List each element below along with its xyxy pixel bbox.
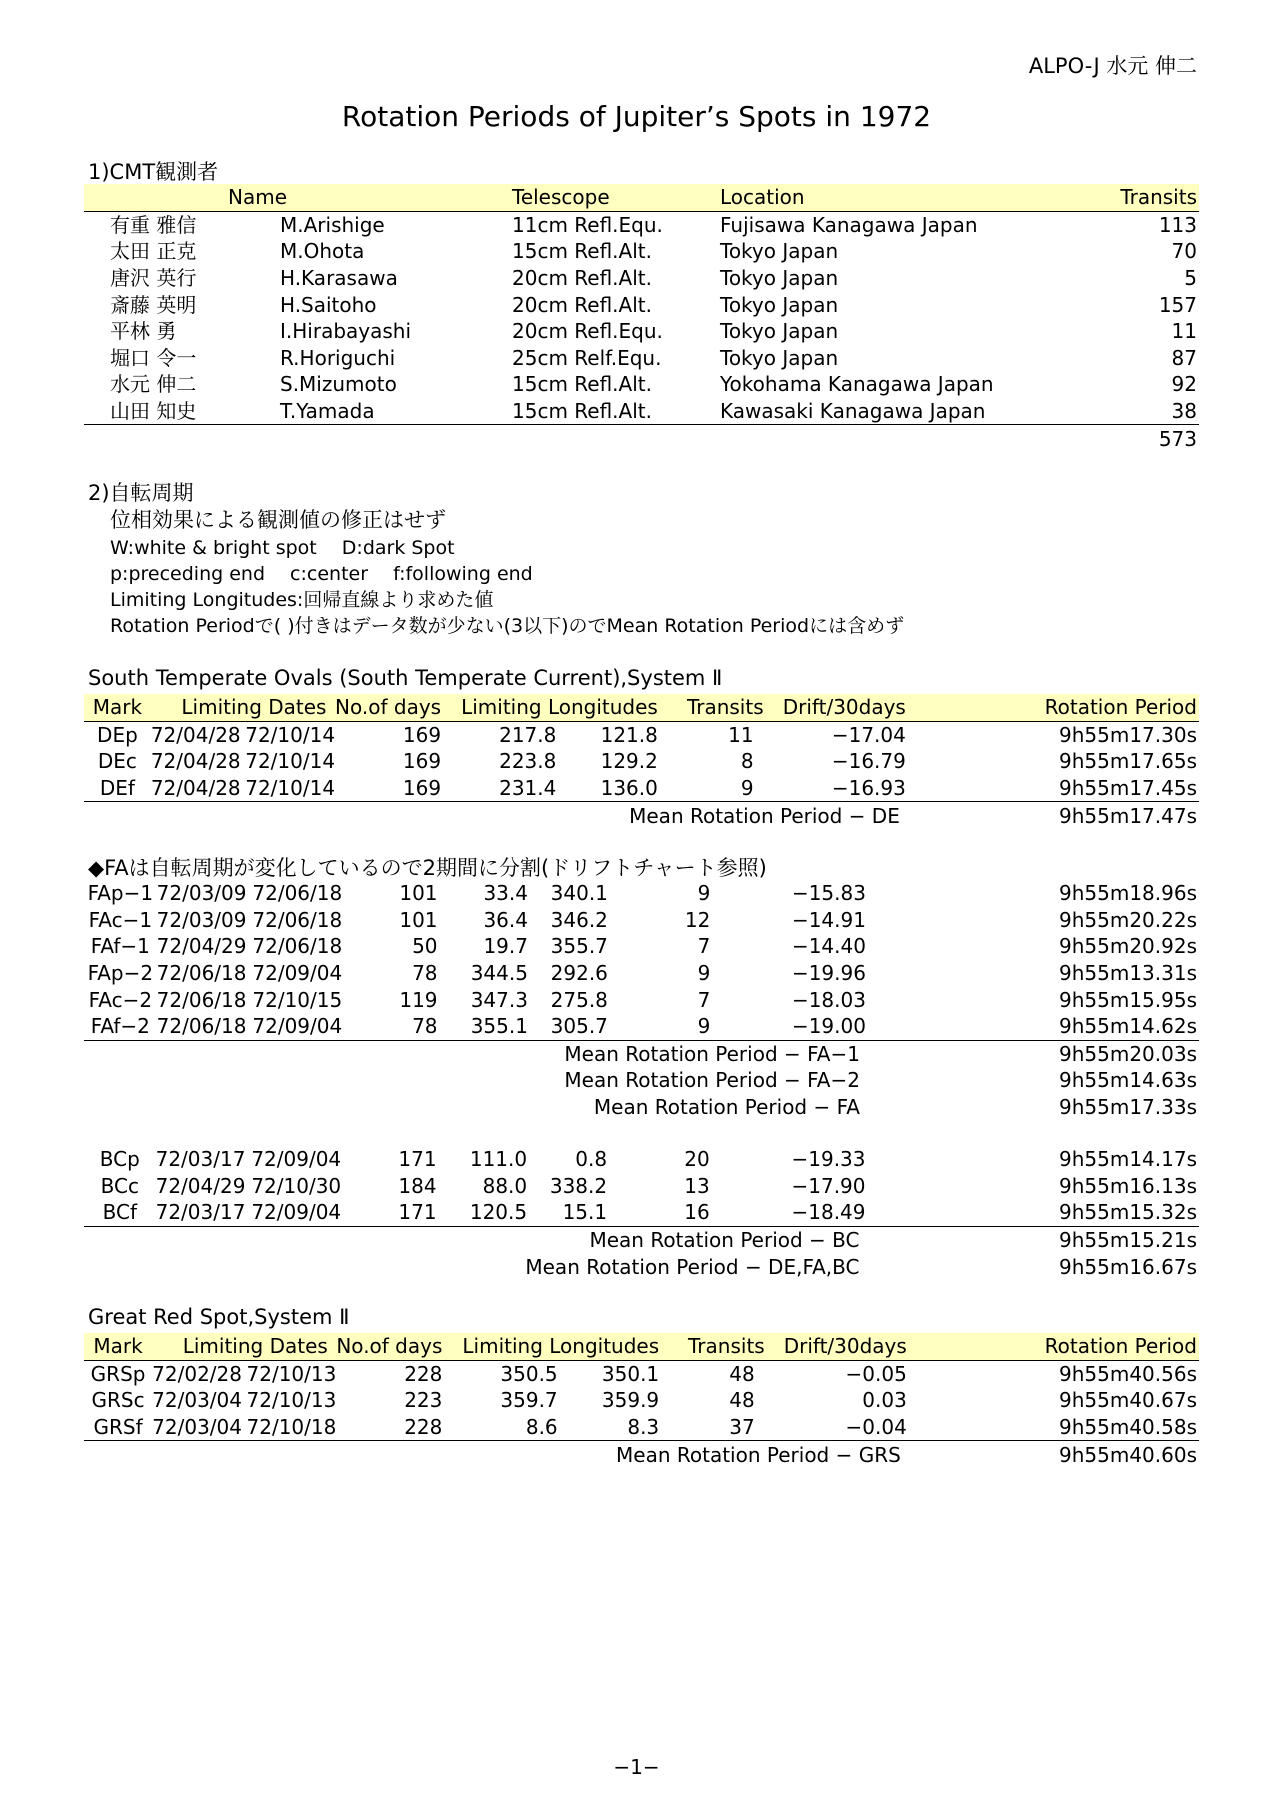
drift-30days: −17.04 bbox=[831, 722, 906, 747]
start-date: 72/03/04 bbox=[152, 1388, 242, 1413]
observer-name-en: I.Hirabayashi bbox=[280, 319, 412, 344]
longitude-end: 355.7 bbox=[550, 934, 608, 959]
observer-name-en: H.Saitoho bbox=[280, 292, 377, 317]
observer-telescope: 15cm Refl.Alt. bbox=[512, 372, 652, 397]
end-date: 72/10/14 bbox=[245, 749, 336, 774]
spot-row bbox=[84, 933, 1199, 960]
rotation-period: 9h55m17.30s bbox=[1058, 722, 1197, 747]
drift-30days: −17.90 bbox=[791, 1173, 866, 1198]
num-days: 169 bbox=[402, 749, 442, 774]
mean-value: 9h55m14.63s bbox=[1058, 1068, 1197, 1093]
observer-telescope: 20cm Refl.Alt. bbox=[512, 292, 652, 317]
observer-row bbox=[84, 291, 1199, 318]
longitude-end: 338.2 bbox=[549, 1173, 608, 1198]
observer-location: Yokohama Kanagawa Japan bbox=[720, 372, 994, 397]
observer-telescope: 15cm Refl.Alt. bbox=[512, 398, 720, 425]
rotation-period: 9h55m15.32s bbox=[866, 1199, 1200, 1226]
mean-value: 9h55m20.03s bbox=[1058, 1041, 1197, 1066]
observer-location: Tokyo Japan bbox=[720, 292, 839, 317]
num-days: 171 bbox=[341, 1199, 436, 1226]
longitude-start: 19.7 bbox=[483, 934, 528, 959]
transits: 48 bbox=[729, 1361, 755, 1386]
spot-mark: FAc−1 bbox=[88, 907, 153, 932]
observer-row bbox=[84, 371, 1199, 398]
drift-30days: −16.79 bbox=[831, 749, 906, 774]
spot-row bbox=[84, 960, 1199, 987]
mean-value: 9h55m15.21s bbox=[1058, 1228, 1197, 1253]
rotation-period: 9h55m14.62s bbox=[866, 1013, 1199, 1040]
drift-30days: −0.05 bbox=[845, 1361, 907, 1386]
note-rotation-period: Rotation Periodで( )付きはデータ数が少ない(3以下)のでMean Rotation Periodには含めず bbox=[110, 615, 905, 637]
observer-telescope: 25cm Relf.Equ. bbox=[512, 345, 662, 370]
end-date: 72/10/14 bbox=[245, 722, 336, 747]
observer-transits: 92 bbox=[1171, 372, 1197, 397]
observer-name-jp: 斎藤 英明 bbox=[110, 292, 197, 317]
start-date: 72/06/18 bbox=[156, 1014, 247, 1039]
observer-name-en: M.Ohota bbox=[280, 239, 365, 264]
header-location: Location bbox=[720, 184, 1060, 211]
spot-mark: FAc−2 bbox=[88, 987, 153, 1012]
header-mark: Mark bbox=[84, 694, 151, 721]
mean-label: Mean Rotation Period − DE,FA,BC bbox=[525, 1254, 860, 1279]
spot-row bbox=[84, 1013, 1199, 1040]
start-date: 72/04/29 bbox=[156, 934, 247, 959]
longitude-start: 36.4 bbox=[483, 907, 528, 932]
transits: 48 bbox=[729, 1388, 755, 1413]
longitude-end: 350.1 bbox=[601, 1361, 660, 1386]
header-drift: Drift/30days bbox=[765, 1333, 907, 1360]
longitude-start: 344.5 bbox=[470, 961, 528, 986]
observer-name-en: S.Mizumoto bbox=[280, 372, 397, 397]
longitude-end: 0.8 bbox=[575, 1147, 608, 1172]
transits: 12 bbox=[684, 907, 711, 932]
grs-table bbox=[84, 1333, 1199, 1468]
num-days: 184 bbox=[398, 1173, 437, 1198]
drift-30days: −15.83 bbox=[791, 881, 866, 906]
total-row bbox=[84, 425, 1199, 452]
observer-name-jp: 堀口 令一 bbox=[110, 345, 197, 370]
observer-name-en: H.Karasawa bbox=[280, 266, 398, 291]
mean-row bbox=[84, 1253, 1199, 1280]
spot-mark: FAp−1 bbox=[87, 881, 154, 906]
mean-row bbox=[84, 1040, 1199, 1067]
num-days: 223 bbox=[404, 1388, 443, 1413]
rotation-period: 9h55m16.13s bbox=[1058, 1173, 1197, 1198]
rotation-period: 9h55m14.17s bbox=[1058, 1147, 1197, 1172]
end-date: 72/10/14 bbox=[241, 775, 335, 802]
page-title: Rotation Periods of Jupiter’s Spots in 1972 bbox=[341, 100, 932, 133]
mean-label: Mean Rotation Period − FA bbox=[593, 1095, 860, 1120]
observer-name-jp: 太田 正克 bbox=[110, 239, 197, 264]
longitude-end: 359.9 bbox=[601, 1388, 660, 1413]
spot-row bbox=[84, 721, 1199, 748]
mean-row bbox=[84, 1094, 1199, 1121]
drift-30days: −16.93 bbox=[764, 775, 906, 802]
num-days: 101 bbox=[399, 881, 438, 906]
spot-row bbox=[84, 907, 1199, 934]
longitude-end: 136.0 bbox=[556, 775, 658, 802]
observers-table bbox=[84, 184, 1199, 452]
end-date: 72/06/18 bbox=[252, 934, 343, 959]
start-date: 72/04/28 bbox=[150, 722, 241, 747]
page-number: −1− bbox=[613, 1755, 660, 1779]
observer-name-jp: 唐沢 英行 bbox=[110, 266, 197, 291]
header-num-days: No.of days bbox=[336, 1334, 443, 1359]
num-days: 101 bbox=[399, 907, 438, 932]
rotation-period: 9h55m13.31s bbox=[1058, 961, 1197, 986]
transits: 11 bbox=[728, 722, 754, 747]
num-days: 50 bbox=[412, 934, 438, 959]
longitude-end: 292.6 bbox=[550, 961, 608, 986]
rotation-period: 9h55m40.58s bbox=[907, 1414, 1199, 1441]
longitude-start: 33.4 bbox=[483, 881, 528, 906]
end-date: 72/09/04 bbox=[251, 1147, 342, 1172]
drift-30days: −14.40 bbox=[791, 934, 866, 959]
observer-location: Tokyo Japan bbox=[720, 319, 839, 344]
header-mark: Mark bbox=[84, 1333, 152, 1360]
observer-transits: 157 bbox=[1158, 292, 1197, 317]
num-days: 78 bbox=[412, 961, 438, 986]
start-date: 72/04/29 bbox=[155, 1173, 246, 1198]
observer-transits: 5 bbox=[1184, 266, 1197, 291]
mean-value: 9h55m17.47s bbox=[1058, 803, 1197, 828]
note-p-c-f: p:preceding end c:center f:following end bbox=[110, 563, 533, 585]
start-date: 72/03/09 bbox=[156, 881, 247, 906]
transits: 9 bbox=[608, 1013, 720, 1040]
spot-mark: GRSc bbox=[91, 1388, 145, 1413]
spot-mark: FAf−2 bbox=[84, 1013, 157, 1040]
note-limiting-longitudes: Limiting Longitudes:回帰直線より求めた値 bbox=[110, 589, 494, 611]
observer-telescope: 11cm Refl.Equ. bbox=[512, 212, 663, 237]
spacer-cell bbox=[84, 371, 110, 398]
transits: 9 bbox=[697, 961, 711, 986]
spacer-cell bbox=[84, 425, 110, 452]
observer-telescope: 15cm Refl.Alt. bbox=[512, 239, 652, 264]
start-date: 72/06/18 bbox=[156, 961, 247, 986]
observers-header-row bbox=[84, 184, 1199, 211]
spot-mark: GRSf bbox=[84, 1414, 152, 1441]
header-transits: Transits bbox=[659, 1333, 765, 1360]
spot-mark: DEp bbox=[97, 722, 138, 747]
rotation-period: 9h55m40.67s bbox=[1058, 1388, 1197, 1413]
spacer-cell bbox=[84, 211, 110, 238]
spot-mark: FAp−2 bbox=[87, 961, 154, 986]
observer-name-en: M.Arishige bbox=[280, 212, 385, 237]
observer-location: Tokyo Japan bbox=[720, 345, 839, 370]
end-date: 72/06/18 bbox=[252, 907, 343, 932]
num-days: 169 bbox=[335, 775, 441, 802]
observer-name-en: T.Yamada bbox=[280, 398, 512, 425]
note-phase: 位相効果による観測値の修正はせず bbox=[110, 508, 446, 532]
drift-30days: −14.91 bbox=[791, 907, 866, 932]
header-transits: Transits bbox=[1060, 184, 1199, 211]
spot-row bbox=[84, 1173, 1199, 1200]
longitude-start: 355.1 bbox=[438, 1013, 528, 1040]
grs-heading: Great Red Spot,System Ⅱ bbox=[88, 1305, 350, 1329]
observer-telescope: 20cm Refl.Alt. bbox=[512, 266, 652, 291]
start-date: 72/03/17 bbox=[155, 1147, 246, 1172]
spot-mark: GRSp bbox=[90, 1361, 146, 1386]
end-date: 72/09/04 bbox=[245, 1199, 341, 1226]
drift-30days: −18.49 bbox=[720, 1199, 866, 1226]
spot-mark: DEf bbox=[84, 775, 151, 802]
observer-row bbox=[84, 345, 1199, 372]
drift-30days: −19.33 bbox=[791, 1147, 866, 1172]
transits: 7 bbox=[697, 987, 711, 1012]
spacer-cell bbox=[280, 425, 512, 452]
mean-row bbox=[84, 1441, 1199, 1468]
observer-row bbox=[84, 318, 1199, 345]
rotation-period: 9h55m17.65s bbox=[1058, 749, 1197, 774]
fa-table bbox=[84, 880, 1199, 1120]
rotation-period: 9h55m15.95s bbox=[1058, 987, 1197, 1012]
column-header-row bbox=[84, 694, 1199, 721]
header-rotation-period: Rotation Period bbox=[907, 1333, 1199, 1360]
observer-name-en: R.Horiguchi bbox=[280, 345, 396, 370]
spacer-cell bbox=[720, 425, 1060, 452]
spacer-cell bbox=[512, 425, 720, 452]
transits: 16 bbox=[607, 1199, 720, 1226]
spacer-cell bbox=[84, 291, 110, 318]
end-date: 72/09/04 bbox=[246, 1013, 342, 1040]
end-date: 72/10/13 bbox=[246, 1388, 337, 1413]
spacer-cell bbox=[84, 318, 110, 345]
longitude-end: 340.1 bbox=[550, 881, 608, 906]
note-w-d: W:white & bright spot D:dark Spot bbox=[110, 537, 455, 559]
observer-row bbox=[84, 398, 1199, 425]
observer-row bbox=[84, 238, 1199, 265]
spot-row bbox=[84, 748, 1199, 775]
transits-total: 573 bbox=[1158, 426, 1197, 451]
transits: 13 bbox=[684, 1173, 710, 1198]
end-date: 72/06/18 bbox=[252, 881, 343, 906]
header-limiting-dates: Limiting Dates bbox=[152, 1333, 336, 1360]
mean-label: Mean Rotation Period − FA−1 bbox=[564, 1041, 860, 1066]
spot-row bbox=[84, 1414, 1199, 1441]
observer-row bbox=[84, 265, 1199, 292]
start-date: 72/02/28 bbox=[152, 1361, 242, 1386]
mean-row bbox=[84, 1067, 1199, 1094]
longitude-end: 129.2 bbox=[600, 749, 658, 774]
longitude-start: 111.0 bbox=[469, 1147, 528, 1172]
num-days: 228 bbox=[336, 1414, 442, 1441]
longitude-end: 8.3 bbox=[558, 1414, 660, 1441]
longitude-end: 121.8 bbox=[600, 722, 658, 747]
longitude-start: 223.8 bbox=[499, 749, 557, 774]
observer-transits: 70 bbox=[1171, 239, 1197, 264]
author-name: ALPO-J 水元 伸二 bbox=[1028, 54, 1197, 78]
num-days: 228 bbox=[404, 1361, 443, 1386]
spot-mark: FAf−1 bbox=[90, 934, 150, 959]
start-date: 72/03/04 bbox=[152, 1415, 242, 1440]
transits: 20 bbox=[684, 1147, 710, 1172]
longitude-start: 231.4 bbox=[441, 775, 556, 802]
spacer-cell bbox=[84, 398, 110, 425]
drift-30days: 0.03 bbox=[862, 1388, 907, 1413]
header-transits: Transits bbox=[658, 694, 764, 721]
observer-name-jp: 山田 知史 bbox=[110, 398, 280, 425]
spot-row bbox=[84, 880, 1199, 907]
num-days: 78 bbox=[342, 1013, 437, 1040]
end-date: 72/10/30 bbox=[251, 1173, 342, 1198]
observer-telescope: 20cm Refl.Equ. bbox=[512, 319, 663, 344]
end-date: 72/10/15 bbox=[252, 987, 343, 1012]
header-limiting-dates: Limiting Dates bbox=[151, 694, 335, 721]
mean-row bbox=[84, 1226, 1199, 1253]
spot-mark: BCf bbox=[84, 1199, 156, 1226]
end-date: 72/10/18 bbox=[242, 1414, 336, 1441]
transits: 9 bbox=[658, 775, 764, 802]
header-limiting-longitudes: Limiting Longitudes bbox=[441, 694, 658, 721]
mean-value: 9h55m16.67s bbox=[1058, 1254, 1197, 1279]
num-days: 169 bbox=[402, 722, 442, 747]
bc-table bbox=[84, 1146, 1199, 1280]
observer-location: Fujisawa Kanagawa Japan bbox=[720, 212, 978, 237]
header-limiting-longitudes: Limiting Longitudes bbox=[442, 1333, 659, 1360]
spacer-cell bbox=[110, 425, 280, 452]
observer-transits: 113 bbox=[1158, 212, 1197, 237]
rotation-period: 9h55m18.96s bbox=[1058, 881, 1197, 906]
header-rotation-period: Rotation Period bbox=[906, 694, 1199, 721]
mean-value: 9h55m17.33s bbox=[1058, 1095, 1197, 1120]
sto-table bbox=[84, 694, 1199, 829]
longitude-start: 217.8 bbox=[499, 722, 557, 747]
mean-label: Mean Rotation Period − DE bbox=[629, 803, 900, 828]
longitude-end: 275.8 bbox=[550, 987, 608, 1012]
observer-location: Tokyo Japan bbox=[720, 239, 839, 264]
observer-location: Tokyo Japan bbox=[720, 266, 839, 291]
rotation-period: 9h55m20.92s bbox=[1058, 934, 1197, 959]
longitude-start: 350.5 bbox=[500, 1361, 558, 1386]
observer-name-jp: 水元 伸二 bbox=[110, 372, 197, 397]
spot-row bbox=[84, 986, 1199, 1013]
transits: 37 bbox=[659, 1414, 765, 1441]
spot-mark: BCc bbox=[100, 1173, 139, 1198]
mean-label: Mean Rotation Period − BC bbox=[589, 1228, 860, 1253]
longitude-start: 359.7 bbox=[500, 1388, 558, 1413]
spot-row bbox=[84, 1360, 1199, 1387]
longitude-start: 347.3 bbox=[470, 987, 528, 1012]
fa-heading: ◆FAは自転周期が変化しているので2期間に分割(ドリフトチャート参照) bbox=[88, 856, 767, 880]
num-days: 171 bbox=[398, 1147, 437, 1172]
spacer-cell bbox=[84, 265, 110, 292]
start-date: 72/04/28 bbox=[150, 776, 241, 801]
spot-row bbox=[84, 1387, 1199, 1414]
transits: 8 bbox=[740, 749, 754, 774]
header-drift: Drift/30days bbox=[764, 694, 906, 721]
longitude-start: 120.5 bbox=[437, 1199, 528, 1226]
header-telescope: Telescope bbox=[512, 184, 720, 211]
longitude-end: 305.7 bbox=[528, 1013, 608, 1040]
transits: 9 bbox=[697, 881, 711, 906]
longitude-start: 88.0 bbox=[482, 1173, 528, 1198]
observer-transits: 11 bbox=[1171, 319, 1197, 344]
header-name: Name bbox=[110, 184, 512, 211]
spot-mark: BCp bbox=[99, 1147, 140, 1172]
column-header-row bbox=[84, 1333, 1199, 1360]
start-date: 72/03/17 bbox=[155, 1200, 246, 1225]
num-days: 119 bbox=[399, 987, 438, 1012]
mean-label: Mean Rotation Period − FA−2 bbox=[564, 1068, 860, 1093]
end-date: 72/09/04 bbox=[252, 961, 343, 986]
mean-row bbox=[84, 802, 1199, 829]
end-date: 72/10/13 bbox=[246, 1361, 337, 1386]
observer-transits: 38 bbox=[1060, 398, 1199, 425]
observer-location: Kawasaki Kanagawa Japan bbox=[720, 398, 1060, 425]
rotation-period: 9h55m20.22s bbox=[1058, 907, 1197, 932]
rotation-period: 9h55m17.45s bbox=[906, 775, 1199, 802]
section-1-heading: 1)CMT観測者 bbox=[88, 160, 219, 184]
observer-transits: 87 bbox=[1171, 345, 1197, 370]
sto-heading: South Temperate Ovals (South Temperate Current),System Ⅱ bbox=[88, 666, 723, 690]
spot-row bbox=[84, 1199, 1199, 1226]
observer-name-jp: 平林 勇 bbox=[110, 319, 177, 344]
spot-row bbox=[84, 775, 1199, 802]
start-date: 72/06/18 bbox=[156, 987, 247, 1012]
drift-30days: −0.04 bbox=[765, 1414, 907, 1441]
start-date: 72/03/09 bbox=[156, 907, 247, 932]
drift-30days: −19.00 bbox=[720, 1013, 866, 1040]
spacer-cell bbox=[84, 345, 110, 372]
drift-30days: −19.96 bbox=[791, 961, 866, 986]
mean-label: Mean Rotation Period − GRS bbox=[616, 1442, 901, 1467]
spacer-cell bbox=[84, 238, 110, 265]
longitude-start: 8.6 bbox=[442, 1414, 557, 1441]
spot-mark: DEc bbox=[97, 749, 137, 774]
spot-row bbox=[84, 1146, 1199, 1173]
section-2-heading: 2)自転周期 bbox=[88, 481, 194, 505]
observer-row bbox=[84, 211, 1199, 238]
longitude-end: 15.1 bbox=[527, 1199, 607, 1226]
transits: 7 bbox=[697, 934, 711, 959]
rotation-period: 9h55m40.56s bbox=[1058, 1361, 1197, 1386]
header-num-days: No.of days bbox=[335, 695, 442, 720]
mean-value: 9h55m40.60s bbox=[1058, 1442, 1197, 1467]
observer-name-jp: 有重 雅信 bbox=[110, 212, 197, 237]
drift-30days: −18.03 bbox=[791, 987, 866, 1012]
start-date: 72/04/28 bbox=[150, 749, 241, 774]
longitude-end: 346.2 bbox=[550, 907, 608, 932]
